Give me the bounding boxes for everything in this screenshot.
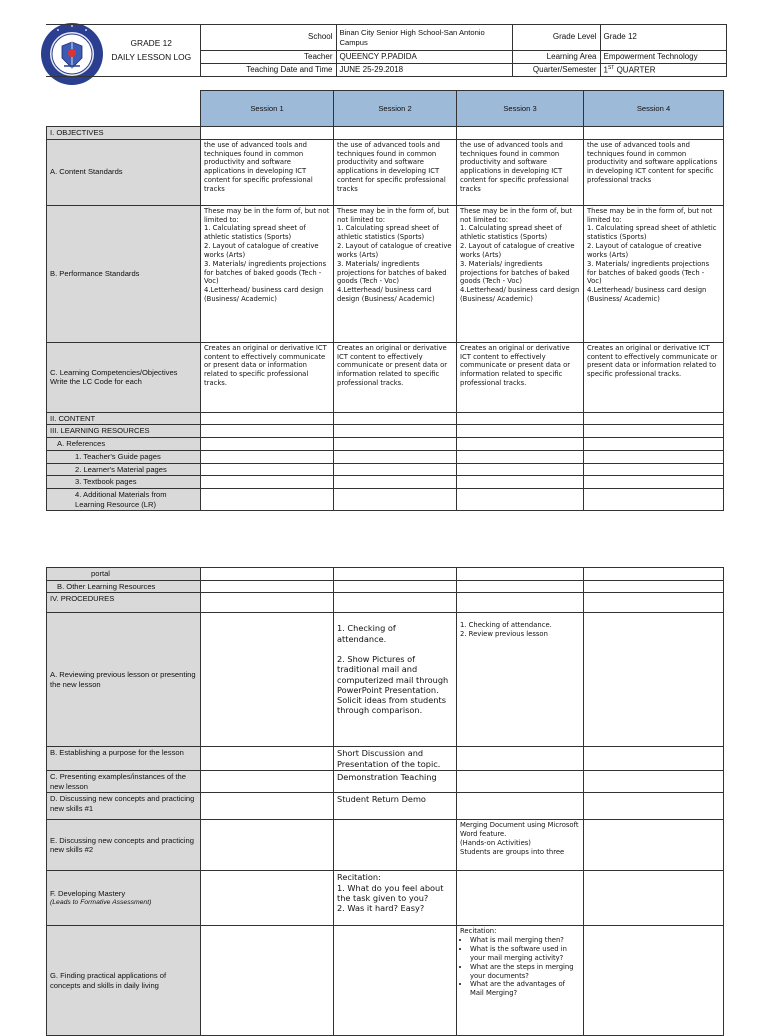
list-item: • What are the steps in merging your documents? xyxy=(470,963,580,981)
portal-label: portal xyxy=(47,568,201,581)
procedure-f-label xyxy=(47,871,201,926)
content-standards-label: A. Content Standards xyxy=(47,139,201,205)
session-1-header: Session 1 xyxy=(201,91,334,127)
procedure-e-s3: Merging Document using Microsoft Word feature. (Hands-on Activities) Students are groups into three xyxy=(457,820,584,871)
additional-materials-label: 4. Additional Materials from Learning Resource (LR) xyxy=(47,489,201,511)
competencies-s4: Creates an original or derivative ICT content to effectively communicate or present data or information related to specific professional tracks. xyxy=(584,342,724,412)
quarter-label: Quarter/Semester xyxy=(512,64,600,77)
content-standards-s1: the use of advanced tools and techniques found in common productivity and software applications in developing ICT content for specific professional tracks xyxy=(201,139,334,205)
competencies-s3: Creates an original or derivative ICT content to effectively communicate or present data or information related to specific professional tracks. xyxy=(457,342,584,412)
procedure-g-s3-list xyxy=(460,936,580,998)
learning-area-label: Learning Area xyxy=(512,51,600,64)
objectives-heading: I. OBJECTIVES xyxy=(47,127,201,140)
title-cell xyxy=(46,25,200,77)
procedure-e-label: E. Discussing new concepts and practicing new skills #2 xyxy=(47,820,201,871)
procedure-f-title: F. Developing Mastery xyxy=(50,889,126,899)
competencies-label-line2: Write the LC Code for each xyxy=(50,377,142,387)
content-standards-s2: the use of advanced tools and techniques found in common productivity and software applications in developing ICT content for specific professional tracks xyxy=(334,139,457,205)
procedure-g-s3-title: Recitation: xyxy=(460,927,497,936)
procedures-heading: IV. PROCEDURES xyxy=(47,593,201,613)
competencies-s1: Creates an original or derivative ICT content to effectively communicate or present data or information related to specific professional tracks. xyxy=(201,342,334,412)
competencies-label xyxy=(47,342,201,412)
textbook-pages-label: 3. Textbook pages xyxy=(47,476,201,489)
content-heading: II. CONTENT xyxy=(47,412,201,425)
procedure-a-row xyxy=(47,613,724,747)
content-standards-row xyxy=(47,139,724,205)
grade-level-label: Grade Level xyxy=(512,25,600,51)
list-item: • What are the advantages of Mail Merging? xyxy=(470,980,580,998)
performance-standards-s3: These may be in the form of, but not limited to: 1. Calculating spread sheet of athletic statistics (Sports) 2. Layout of catalogue of creative works (Arts) 3. Materials/ ingredients projections for batches of baked goods (Tech - Voc) 4.Letterhead/ business card design (Business/ Academic) xyxy=(457,205,584,342)
dates-value: JUNE 25-29.2018 xyxy=(336,64,512,77)
procedure-c-label: C. Presenting examples/instances of the new lesson xyxy=(47,770,201,792)
list-item: • What is the software used in your mail merging activity? xyxy=(470,945,580,963)
procedure-d-label: D. Discussing new concepts and practicing new skills #1 xyxy=(47,793,201,820)
teacher-value: QUEENCY P.PADIDA xyxy=(336,51,512,64)
procedure-g-label: G. Finding practical applications of concepts and skills in daily living xyxy=(47,926,201,1036)
dates-label: Teaching Date and Time xyxy=(200,64,336,77)
procedure-b-s2: Short Discussion and Presentation of the topic. xyxy=(334,747,457,771)
quarter-value: 1ST QUARTER xyxy=(600,64,726,77)
performance-standards-s2: These may be in the form of, but not limited to: 1. Calculating spread sheet of athletic statistics (Sports) 2. Layout of catalogue of creative works (Arts) 3. Materials/ ingredients projections for batches of baked goods (Tech - Voc) 4.Letterhead/ business card design (Business/ Academic) xyxy=(334,205,457,342)
session-3-header: Session 3 xyxy=(457,91,584,127)
competencies-s2: Creates an original or derivative ICT content to effectively communicate or present data or information related to specific professional tracks. xyxy=(334,342,457,412)
performance-standards-label: B. Performance Standards xyxy=(47,205,201,342)
procedure-a-s2: 1. Checking of attendance. 2. Show Pictures of traditional mail and computerized mail through PowerPoint Presentation. Solicit ideas from students through comparison. xyxy=(334,613,457,747)
learning-area-value: Empowerment Technology xyxy=(600,51,726,64)
lesson-table-2 xyxy=(46,567,724,1036)
learners-material-label: 2. Learner's Material pages xyxy=(47,463,201,476)
teacher-label: Teacher xyxy=(200,51,336,64)
content-standards-s3: the use of advanced tools and techniques found in common productivity and software applications in developing ICT content for specific professional tracks xyxy=(457,139,584,205)
performance-standards-s1: These may be in the form of, but not limited to: 1. Calculating spread sheet of athletic statistics (Sports) 2. Layout of catalogue of creative works (Arts) 3. Materials/ ingredients projections for batches of baked goods (Tech - Voc) 4.Letterhead/ business card design (Business/ Academic) xyxy=(201,205,334,342)
grade-title: GRADE 12 xyxy=(130,38,172,49)
session-header-row xyxy=(47,91,724,127)
resources-heading: III. LEARNING RESOURCES xyxy=(47,425,201,438)
procedure-g-s3 xyxy=(457,926,584,1036)
school-label: School xyxy=(200,25,336,51)
other-resources-label: B. Other Learning Resources xyxy=(47,580,201,593)
procedure-b-label: B. Establishing a purpose for the lesson xyxy=(47,747,201,771)
procedure-d-s2: Student Return Demo xyxy=(334,793,457,820)
lesson-log-title: DAILY LESSON LOG xyxy=(111,51,192,62)
procedure-c-s2: Demonstration Teaching xyxy=(334,770,457,792)
list-item: • What is mail merging then? xyxy=(470,936,580,945)
references-heading: A. References xyxy=(47,438,201,451)
procedure-f-subtitle: (Leads to Formative Assessment) xyxy=(50,898,152,906)
procedure-a-s3: 1. Checking of attendance. 2. Review previous lesson xyxy=(457,613,584,747)
header-table xyxy=(46,24,727,77)
session-4-header: Session 4 xyxy=(584,91,724,127)
lesson-table-1 xyxy=(46,90,724,511)
teachers-guide-label: 1. Teacher's Guide pages xyxy=(47,450,201,463)
competencies-row xyxy=(47,342,724,412)
content-standards-s4: the use of advanced tools and techniques found in common productivity and software applications in developing ICT content for specific professional tracks xyxy=(584,139,724,205)
competencies-label-line1: C. Learning Competencies/Objectives xyxy=(50,367,178,377)
grade-level-value: Grade 12 xyxy=(600,25,726,51)
procedure-f-s2: Recitation: 1. What do you feel about the task given to you? 2. Was it hard? Easy? xyxy=(334,871,457,926)
performance-standards-row xyxy=(47,205,724,342)
performance-standards-s4: These may be in the form of, but not limited to: 1. Calculating spread sheet of athletic statistics (Sports) 2. Layout of catalogue of creative works (Arts) 3. Materials/ ingredients projections for batches of baked goods (Tech - Voc) 4.Letterhead/ business card design (Business/ Academic) xyxy=(584,205,724,342)
procedure-a-label: A. Reviewing previous lesson or presenting the new lesson xyxy=(47,613,201,747)
session-2-header: Session 2 xyxy=(334,91,457,127)
school-value: Binan City Senior High School-San Antonio Campus xyxy=(336,25,512,51)
